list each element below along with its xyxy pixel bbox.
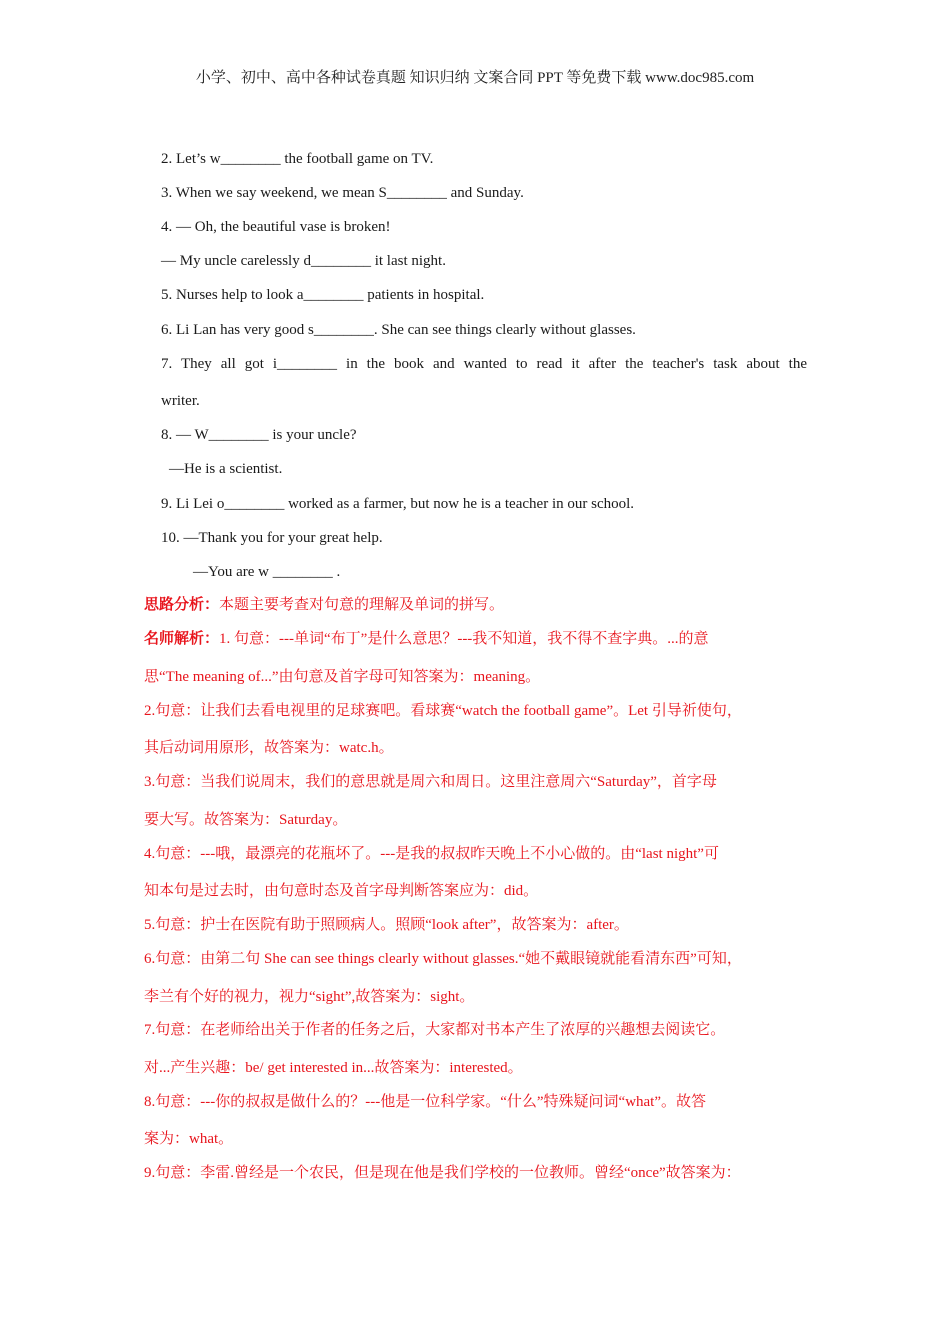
question-9: 9. Li Lei o________ worked as a farmer, but now he is a teacher in our school. — [161, 496, 635, 512]
explain-line-8: 知本句是过去时，由句意时态及首字母判断答案应为：did。 — [144, 883, 539, 899]
question-4a: 4. — Oh, the beautiful vase is broken! — [161, 219, 391, 235]
question-8b: —He is a scientist. — [169, 461, 283, 477]
question-10b: —You are w ________ . — [193, 564, 341, 580]
analysis-text: 本题主要考查对句意的理解及单词的拼写。 — [219, 597, 505, 613]
explain-line-15: 案为：what。 — [144, 1131, 234, 1147]
question-8a: 8. — W________ is your uncle? — [161, 427, 357, 443]
analysis-line — [144, 595, 504, 615]
explain-line-9: 5.句意：护士在医院有助于照顾病人。照顾“look after”，故答案为：after。 — [144, 917, 629, 933]
question-7a: 7. They all got i________ in the book and wanted to read it after the teacher's task about the — [161, 356, 807, 372]
question-2: 2. Let’s w________ the football game on TV. — [161, 151, 434, 167]
explain-line-13: 对...产生兴趣：be/ get interested in...故答案为：interested。 — [144, 1060, 523, 1076]
explain-line-7: 4.句意：---哦，最漂亮的花瓶坏了。---是我的叔叔昨天晚上不小心做的。由“last night”可 — [144, 846, 719, 862]
page-header: 小学、初中、高中各种试卷真题 知识归纳 文案合同 PPT 等免费下载 www.doc985.com — [195, 70, 755, 86]
question-10a: 10. —Thank you for your great help. — [161, 530, 383, 546]
explain-line-3: 2.句意：让我们去看电视里的足球赛吧。看球赛“watch the football game”。Let 引导祈使句， — [144, 703, 742, 719]
question-3: 3. When we say weekend, we mean S________ and Sunday. — [161, 185, 524, 201]
question-4b: — My uncle carelessly d________ it last night. — [161, 253, 446, 269]
explain-line-12: 7.句意：在老师给出关于作者的任务之后，大家都对书本产生了浓厚的兴趣想去阅读它。 — [144, 1022, 726, 1038]
explain-line-5: 3.句意：当我们说周末，我们的意思就是周六和周日。这里注意周六“Saturday”，首字母 — [144, 774, 717, 790]
explain-line-16: 9.句意：李雷.曾经是一个农民，但是现在他是我们学校的一位教师。曾经“once”故答案为： — [144, 1165, 741, 1181]
explain-label: 名师解析： — [144, 631, 220, 647]
explain-line-10: 6.句意：由第二句 She can see things clearly without glasses.“她不戴眼镜就能看清东西”可知， — [144, 951, 742, 967]
explain-line-4: 其后动词用原形，故答案为：watc.h。 — [144, 740, 394, 756]
question-5: 5. Nurses help to look a________ patients in hospital. — [161, 287, 485, 303]
explain-line-2: 思“The meaning of...”由句意及首字母可知答案为：meaning。 — [144, 669, 541, 685]
question-6: 6. Li Lan has very good s________. She can see things clearly without glasses. — [161, 322, 636, 338]
question-7b: writer. — [161, 393, 200, 409]
explain-line-1 — [144, 629, 709, 649]
explain-line-11: 李兰有个好的视力，视力“sight”,故答案为：sight。 — [144, 989, 475, 1005]
explain-line-6: 要大写。故答案为：Saturday。 — [144, 812, 348, 828]
explain-text-1: 1. 句意：---单词“布丁”是什么意思？---我不知道，我不得不查字典。...的意 — [219, 631, 709, 647]
analysis-label: 思路分析： — [144, 597, 220, 613]
explain-line-14: 8.句意：---你的叔叔是做什么的？---他是一位科学家。“什么”特殊疑问词“what”。故答 — [144, 1094, 707, 1110]
